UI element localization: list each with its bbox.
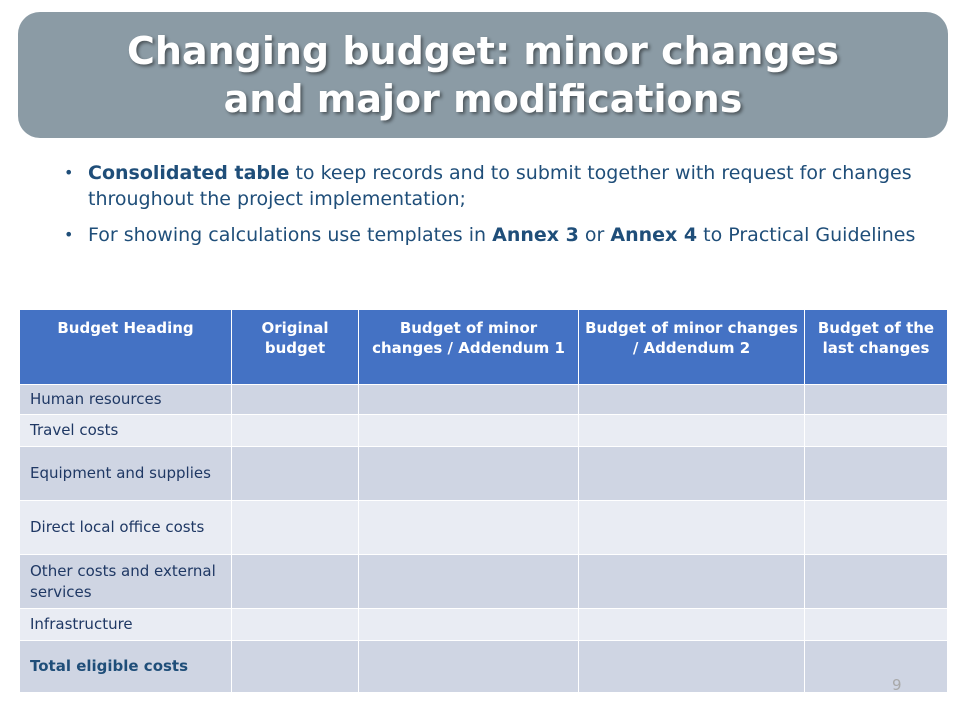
table-cell[interactable] [232,501,359,555]
table-cell[interactable] [805,641,948,693]
bullet-bold-text: Consolidated table [88,162,290,184]
table-cell[interactable] [805,415,948,447]
title-line-1: Changing budget: minor changes [127,29,839,73]
table-cell[interactable] [359,415,579,447]
table-cell[interactable] [359,555,579,609]
bullet-text: to keep records and to submit together with request for changes throughout the project implementation; [88,162,912,210]
table-cell[interactable] [359,641,579,693]
annex-4-ref: Annex 4 [610,224,698,246]
row-label-total: Total eligible costs [20,641,232,693]
row-label: Infrastructure [20,609,232,641]
table-cell[interactable] [232,555,359,609]
table-cell[interactable] [359,447,579,501]
table-row [20,609,948,641]
slide-title [127,27,839,123]
header-last-changes: Budget of the last changes [805,310,948,385]
table-cell[interactable] [232,385,359,415]
table-cell[interactable] [232,641,359,693]
table-row [20,447,948,501]
table-cell[interactable] [579,501,805,555]
table-cell[interactable] [579,641,805,693]
bullet-item [60,222,920,248]
row-label: Other costs and external services [20,555,232,609]
header-original-budget: Original budget [232,310,359,385]
bullet-text: to Practical Guidelines [697,224,916,246]
bullet-text: or [578,224,611,246]
table-cell[interactable] [805,385,948,415]
row-label: Human resources [20,385,232,415]
title-line-2: and major modifications [223,77,743,121]
bullet-item [60,160,920,212]
table-row [20,501,948,555]
table-cell[interactable] [232,447,359,501]
header-budget-heading: Budget Heading [20,310,232,385]
table-cell[interactable] [232,415,359,447]
title-banner [18,12,948,138]
header-addendum-2: Budget of minor changes / Addendum 2 [579,310,805,385]
page-number: 9 [892,676,902,694]
bullet-list [60,160,920,258]
row-label: Direct local office costs [20,501,232,555]
table-cell[interactable] [805,501,948,555]
table-header-row [20,310,948,385]
header-addendum-1: Budget of minor changes / Addendum 1 [359,310,579,385]
bullet-dot-icon: • [64,163,74,182]
budget-table [19,309,948,693]
table-cell[interactable] [805,609,948,641]
bullet-text: For showing calculations use templates in [88,224,493,246]
table-cell[interactable] [579,609,805,641]
table-cell[interactable] [359,609,579,641]
row-label: Travel costs [20,415,232,447]
table-cell[interactable] [805,555,948,609]
table-cell[interactable] [579,447,805,501]
table-total-row [20,641,948,693]
annex-3-ref: Annex 3 [492,224,579,246]
table-row [20,415,948,447]
table-cell[interactable] [805,447,948,501]
table-row [20,555,948,609]
table-cell[interactable] [579,415,805,447]
table-row [20,385,948,415]
table-cell[interactable] [232,609,359,641]
table-cell[interactable] [359,501,579,555]
bullet-dot-icon: • [64,225,74,244]
row-label: Equipment and supplies [20,447,232,501]
table-cell[interactable] [579,385,805,415]
table-cell[interactable] [359,385,579,415]
table-cell[interactable] [579,555,805,609]
